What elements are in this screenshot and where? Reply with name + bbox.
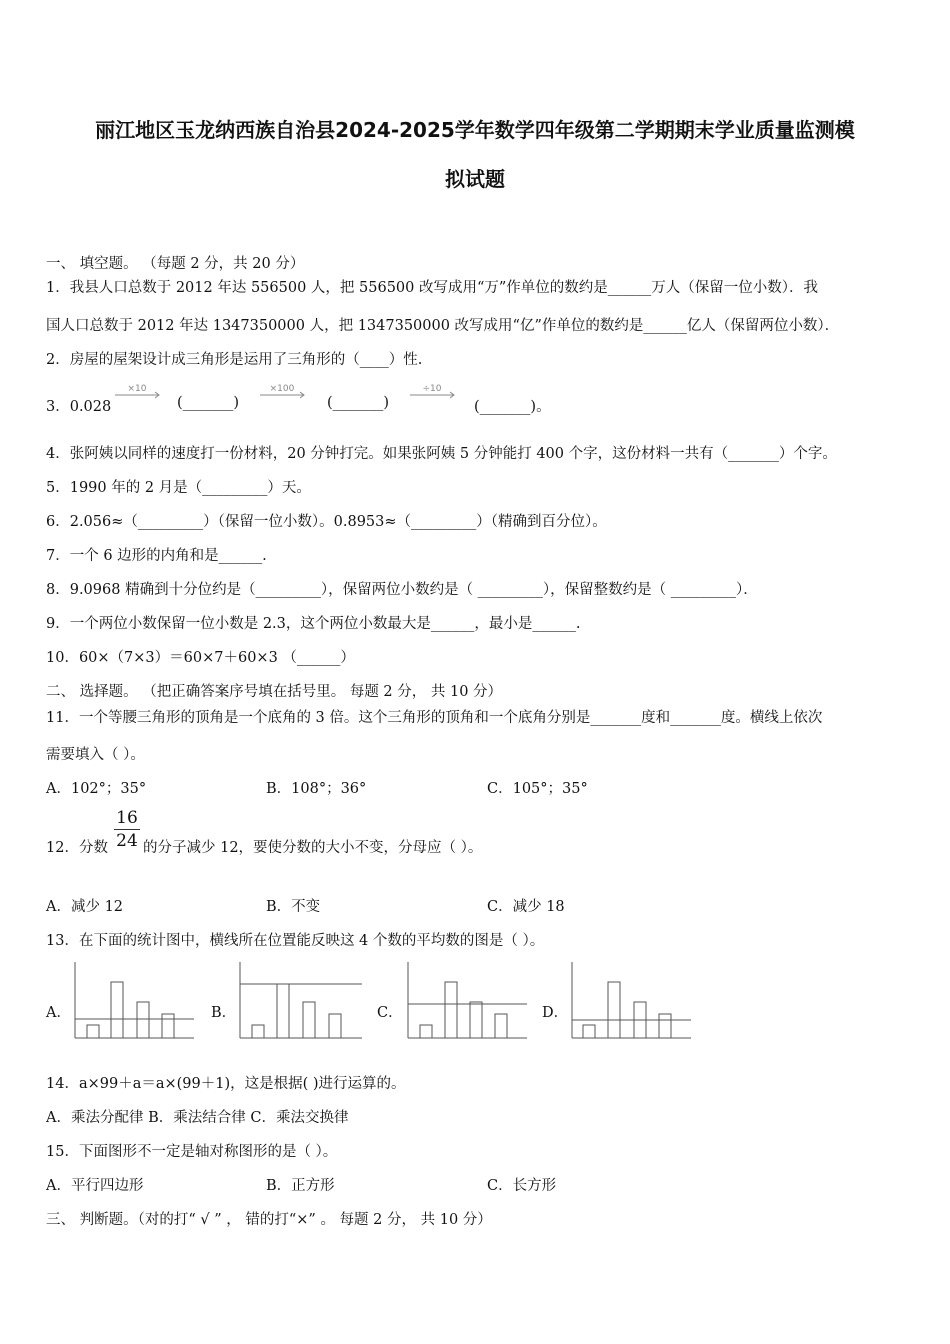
q11-line2: 需要填入（ ）。 (46, 747, 145, 763)
fraction-bar (114, 829, 140, 830)
q13-chart-c (407, 962, 529, 1040)
q13-label-d: D． (542, 1005, 569, 1021)
q13-text: 13．在下面的统计图中，横线所在位置能反映这 4 个数的平均数的图是（ ）。 (46, 933, 545, 949)
q13-label-b: B． (211, 1005, 237, 1021)
fraction (114, 808, 140, 851)
q8: 8．9.0968 精确到十分位约是（_________），保留两位小数约是（ _________），保留整数约是（ _________）． (46, 582, 758, 598)
q11-option-c: C．105°；35° (487, 781, 588, 797)
q13-chart-a (74, 962, 196, 1040)
q12-option-a: A．减少 12 (46, 899, 124, 915)
fraction-numerator: 16 (116, 808, 138, 828)
q12-prefix: 12．分数 (46, 840, 108, 856)
q1-line2: 国人口总数于 2012 年达 1347350000 人，把 1347350000 改写成用“亿”作单位的数约是______亿人（保留两位小数）． (46, 318, 840, 334)
q13-chart-d (571, 962, 693, 1040)
q4: 4．张阿姨以同样的速度打一份材料，20 分钟打完。如果张阿姨 5 分钟能打 400 个字，这份材料一共有（_______）个字。 (46, 446, 837, 462)
q7: 7．一个 6 边形的内角和是______. (46, 548, 267, 564)
q13-label-a: A． (46, 1005, 71, 1021)
q3-blank3: (_______)。 (474, 399, 551, 415)
q15-text: 15．下面图形不一定是轴对称图形的是（ ）。 (46, 1144, 338, 1160)
q11-option-b: B．108°；36° (266, 781, 367, 797)
q9: 9．一个两位小数保留一位小数是 2.3，这个两位小数最大是______，最小是______. (46, 616, 581, 632)
q14-text: 14．a×99＋a＝a×(99＋1)，这是根据( )进行运算的。 (46, 1076, 406, 1092)
q3-blank1: (_______) (177, 395, 240, 411)
q15-option-b: B．正方形 (266, 1178, 335, 1194)
q3-start: 3．0.028 (46, 399, 112, 415)
q2: 2．房屋的屋架设计成三角形是运用了三角形的（____）性. (46, 352, 423, 368)
page-title-line1: 丽江地区玉龙纳西族自治县2024-2025学年数学四年级第二学期期末学业质量监测模 (95, 118, 855, 142)
q15-option-c: C．长方形 (487, 1178, 557, 1194)
section3-header: 三、 判断题。（对的打“ √ ” ， 错的打“×” 。 每题 2 分， 共 10 分） (46, 1212, 492, 1228)
q12-option-b: B．不变 (266, 899, 321, 915)
q6: 6．2.056≈（_________）（保留一位小数）。0.8953≈（_________）（精确到百分位）。 (46, 514, 607, 530)
q13-chart-b (239, 962, 364, 1040)
q15-option-a: A．平行四边形 (46, 1178, 144, 1194)
q3-op2: ×100 (269, 384, 295, 394)
arrow-icon (113, 382, 163, 404)
q12-option-c: C．减少 18 (487, 899, 565, 915)
q11-line1: 11．一个等腰三角形的顶角是一个底角的 3 倍。这个三角形的顶角和一个底角分别是_______度和_______度。横线上依次 (46, 710, 823, 726)
q10: 10．60×（7×3）＝60×7＋60×3 （______） (46, 650, 355, 666)
fraction-denominator: 24 (116, 831, 138, 851)
arrow-icon (408, 382, 458, 404)
q5: 5．1990 年的 2 月是（_________）天。 (46, 480, 311, 496)
q1-line1: 1．我县人口总数于 2012 年达 556500 人，把 556500 改写成用“万”作单位的数约是______万人（保留一位小数）．我 (46, 280, 819, 296)
q3-op1: ×10 (127, 384, 147, 394)
q13-label-c: C． (377, 1005, 403, 1021)
q3-op3: ÷10 (422, 384, 442, 394)
page-title-line2: 拟试题 (445, 167, 505, 191)
q3-blank2: (_______) (327, 395, 390, 411)
q14-options: A．乘法分配律 B．乘法结合律 C．乘法交换律 (46, 1110, 349, 1126)
section1-header: 一、 填空题。 （每题 2 分，共 20 分） (46, 256, 305, 272)
q12-suffix: 的分子减少 12，要使分数的大小不变，分母应（ ）。 (143, 840, 483, 856)
section2-header: 二、 选择题。 （把正确答案序号填在括号里。 每题 2 分， 共 10 分） (46, 684, 503, 700)
arrow-icon (258, 382, 308, 404)
q11-option-a: A．102°；35° (46, 781, 147, 797)
